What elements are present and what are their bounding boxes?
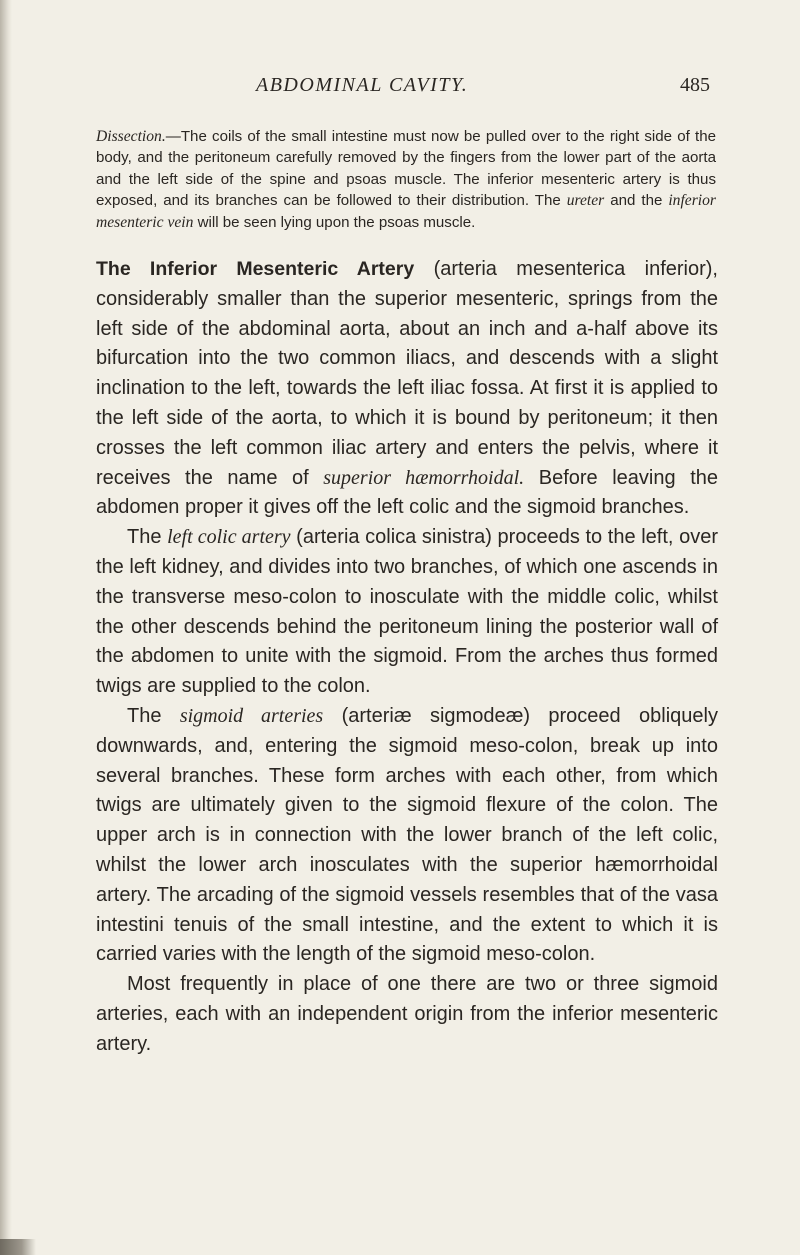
page-edge-shadow: [0, 0, 12, 1255]
main-text: [96, 255, 718, 1060]
page-number: 485: [680, 74, 710, 96]
paragraph-sigmoid-variation: [96, 970, 718, 1059]
paragraph-text: Before leaving the abdomen proper it gives off the left colic and the sigmoid branches.: [96, 466, 718, 519]
term-superior-haemorrhoidal: superior hæmorrhoidal.: [323, 466, 525, 489]
paragraph-text: (arteria colica sinistra) proceeds to the left, over the left kidney, and divides into two branches, of which one ascends in the transverse meso-colon to inosculate with the middle colic, whilst the other descends behind the peritoneum lining the posterior wall of the abdomen to unite with the sigmoid. From the arches thus formed twigs are supplied to the colon.: [96, 526, 718, 698]
paragraph-text: The: [127, 704, 180, 727]
dissection-text: will be seen lying upon the psoas muscle.: [193, 213, 476, 231]
term-inferior-mesenteric-vein: inferior mesenteric vein: [96, 192, 716, 231]
dissection-lead: Dissection.: [96, 128, 166, 145]
dissection-text: —The coils of the small intestine must now be pulled over to the right side of the body, and the peritoneum carefully removed by the fingers from the lower part of the aorta and the left side of the spine and psoas muscle. The inferior mesenteric artery is thus exposed, and its branches can be followed to their distribution. The: [96, 128, 716, 210]
paragraph-text: The: [127, 526, 168, 549]
term-sigmoid-arteries: sigmoid arteries: [179, 704, 324, 727]
term-ureter: ureter: [566, 192, 605, 210]
dissection-text: and the: [604, 192, 669, 210]
paragraph-text: Most frequently in place of one there are two or three sigmoid arteries, each with an independent origin from the inferior mesenteric artery.: [96, 973, 718, 1055]
paragraph-text: (arteriæ sigmodeæ) proceed obliquely downwards, and, entering the sigmoid meso-colon, break up into several branches. These form arches with each other, from which twigs are ultimately given to the sigmoid flexure of the colon. The upper arch is in connection with the lower branch of the left colic, whilst the lower arch inosculates with the superior hæmorrhoidal artery. The arcading of the sigmoid vessels resembles that of the vasa intestini tenuis of the small intestine, and the extent to which it is carried varies with the length of the sigmoid meso-colon.: [96, 704, 718, 966]
paragraph-text: (arteria mesenterica inferior), considerably smaller than the superior mesenteric, springs from the left side of the abdominal aorta, about an inch and a-half above its bifurcation into the two common iliacs, and descends with a slight inclination to the left, towards the left iliac fossa. At first it is applied to the left side of the aorta, to which it is bound by peritoneum; it then crosses the left common iliac artery and enters the pelvis, where it receives the name of: [96, 258, 718, 489]
paragraph-sigmoid-arteries: [96, 702, 718, 970]
paragraph-left-colic-artery: [96, 523, 718, 702]
paragraph-inferior-mesenteric-artery: [96, 255, 718, 523]
dissection-paragraph: [96, 126, 716, 233]
term-left-colic-artery: left colic artery: [167, 526, 291, 549]
page-header: [96, 74, 716, 104]
running-head: ABDOMINAL CAVITY.: [256, 74, 469, 96]
page-corner-mark: [0, 1239, 36, 1255]
section-heading: The Inferior Mesenteric Artery: [96, 258, 415, 280]
